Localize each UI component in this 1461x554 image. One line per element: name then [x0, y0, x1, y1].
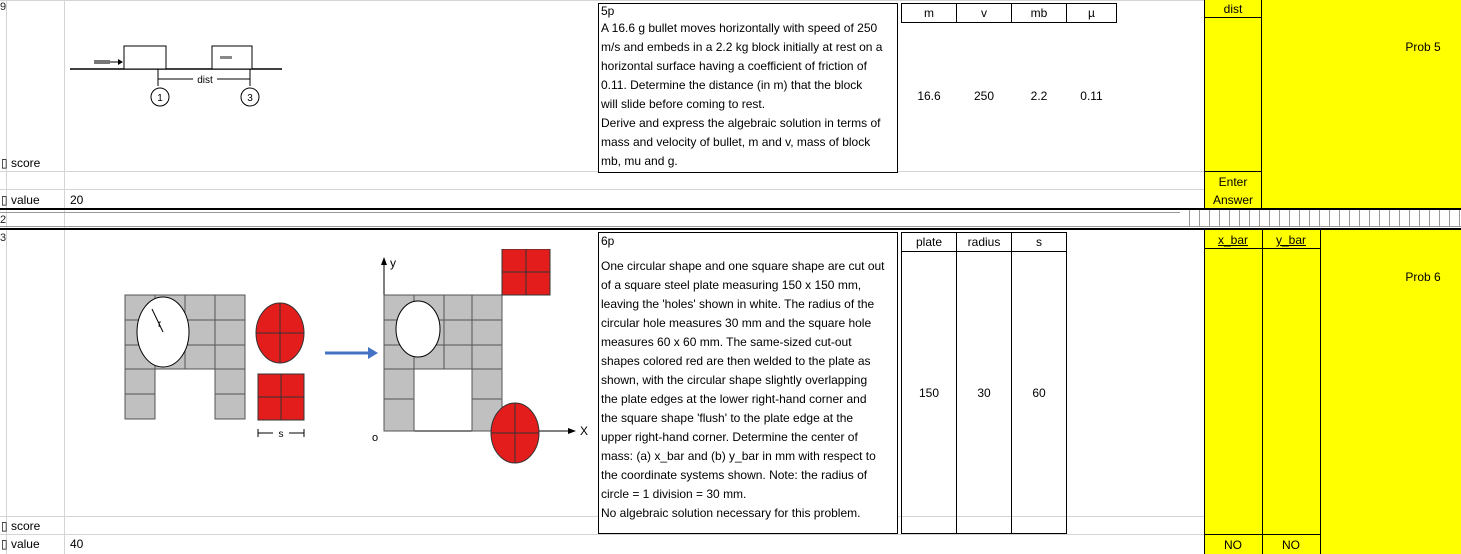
- r-label: r: [158, 319, 162, 330]
- value-radius[interactable]: 30: [977, 386, 991, 400]
- point-3-label: 3: [247, 93, 253, 104]
- center-of-mass-figure: [110, 249, 588, 467]
- enter-answer-line2[interactable]: Answer: [1212, 193, 1253, 207]
- header-mb[interactable]: mb: [1011, 3, 1067, 23]
- row-header[interactable]: 3: [0, 232, 6, 244]
- enter-answer-line1[interactable]: Enter: [1218, 175, 1248, 189]
- value-mb[interactable]: 2.2: [1030, 89, 1048, 103]
- answer-input-border: [1204, 534, 1321, 535]
- score-label: ▯ score: [1, 156, 41, 170]
- value-s[interactable]: 60: [1032, 386, 1046, 400]
- answer-header-dist: dist: [1223, 2, 1243, 16]
- bullet-icon: [94, 60, 110, 64]
- value-cell[interactable]: 20: [70, 193, 84, 207]
- bullet-block-figure: [70, 24, 286, 128]
- row-divider: [0, 226, 1461, 227]
- row-header[interactable]: 2: [0, 214, 6, 226]
- prob-6-button[interactable]: Prob 6: [1405, 270, 1441, 284]
- problem-6-text[interactable]: 6p One circular shape and one square shape are cut out of a square steel plate measuring 150 x 150 mm, leaving the 'holes' shown in white. The radius of the circular hole measures 30 mm and the square hole measures 60 x 60 mm. The same-sized cut-out shapes colored red are then welded to the plate as shown, with the circular shape slightly overlapping the plate edges at the lower right-hand corner and the square shape 'flush' to the plate edge at the upper right-hand corner. Determine the center of mass: (a) x_bar and (b) y_bar in mm with respect to the coordinate systems shown. Note: the radius of circle = 1 division = 30 mm. No algebraic solution necessary for this problem.: [598, 232, 898, 534]
- header-m[interactable]: m: [901, 3, 957, 23]
- answer-header-border: [1204, 248, 1321, 249]
- answer-header-ybar: y_bar: [1275, 233, 1307, 247]
- hidden-columns-marker: [1180, 210, 1461, 226]
- answer-ybar[interactable]: NO: [1282, 538, 1300, 552]
- value-mu[interactable]: 0.11: [1080, 89, 1103, 103]
- origin-label: o: [372, 432, 379, 444]
- value-cell[interactable]: 40: [70, 537, 84, 551]
- y-label: y: [390, 256, 396, 270]
- header-s[interactable]: s: [1011, 232, 1067, 252]
- block-1: [124, 46, 166, 69]
- answer-input-border: [1204, 171, 1262, 172]
- value-plate[interactable]: 150: [918, 386, 940, 400]
- x-label: X: [580, 424, 588, 438]
- score-label: ▯ score: [1, 519, 41, 533]
- header-radius[interactable]: radius: [956, 232, 1012, 252]
- column-border: [1262, 230, 1263, 554]
- value-m[interactable]: 16.6: [917, 89, 941, 103]
- answer-xbar[interactable]: NO: [1224, 538, 1242, 552]
- header-plate[interactable]: plate: [901, 232, 957, 252]
- value-label: ▯ value: [1, 537, 40, 551]
- circular-hole: [396, 301, 440, 357]
- dist-label: dist: [197, 75, 213, 86]
- header-v[interactable]: v: [956, 3, 1012, 23]
- row-header[interactable]: 9: [0, 1, 6, 13]
- column-divider: [6, 0, 7, 554]
- value-label: ▯ value: [1, 193, 40, 207]
- prob-5-button[interactable]: Prob 5: [1405, 40, 1441, 54]
- answer-header-border: [1204, 17, 1262, 18]
- problem-5-text[interactable]: 5p A 16.6 g bullet moves horizontally with speed of 250 m/s and embeds in a 2.2 kg block initially at rest on a horizontal surface having a coefficient of friction of 0.11. Determine the distance (in m) that the block will slide before coming to rest. Derive and express the algebraic solution in terms of mass and velocity of bullet, m and v, mass of block mb, mu and g.: [598, 3, 898, 173]
- header-mu[interactable]: µ: [1066, 3, 1117, 23]
- answer-header-xbar: x_bar: [1217, 233, 1249, 247]
- column-divider: [64, 0, 65, 554]
- value-v[interactable]: 250: [973, 89, 995, 103]
- point-1-label: 1: [157, 93, 163, 104]
- s-label: s: [278, 429, 284, 440]
